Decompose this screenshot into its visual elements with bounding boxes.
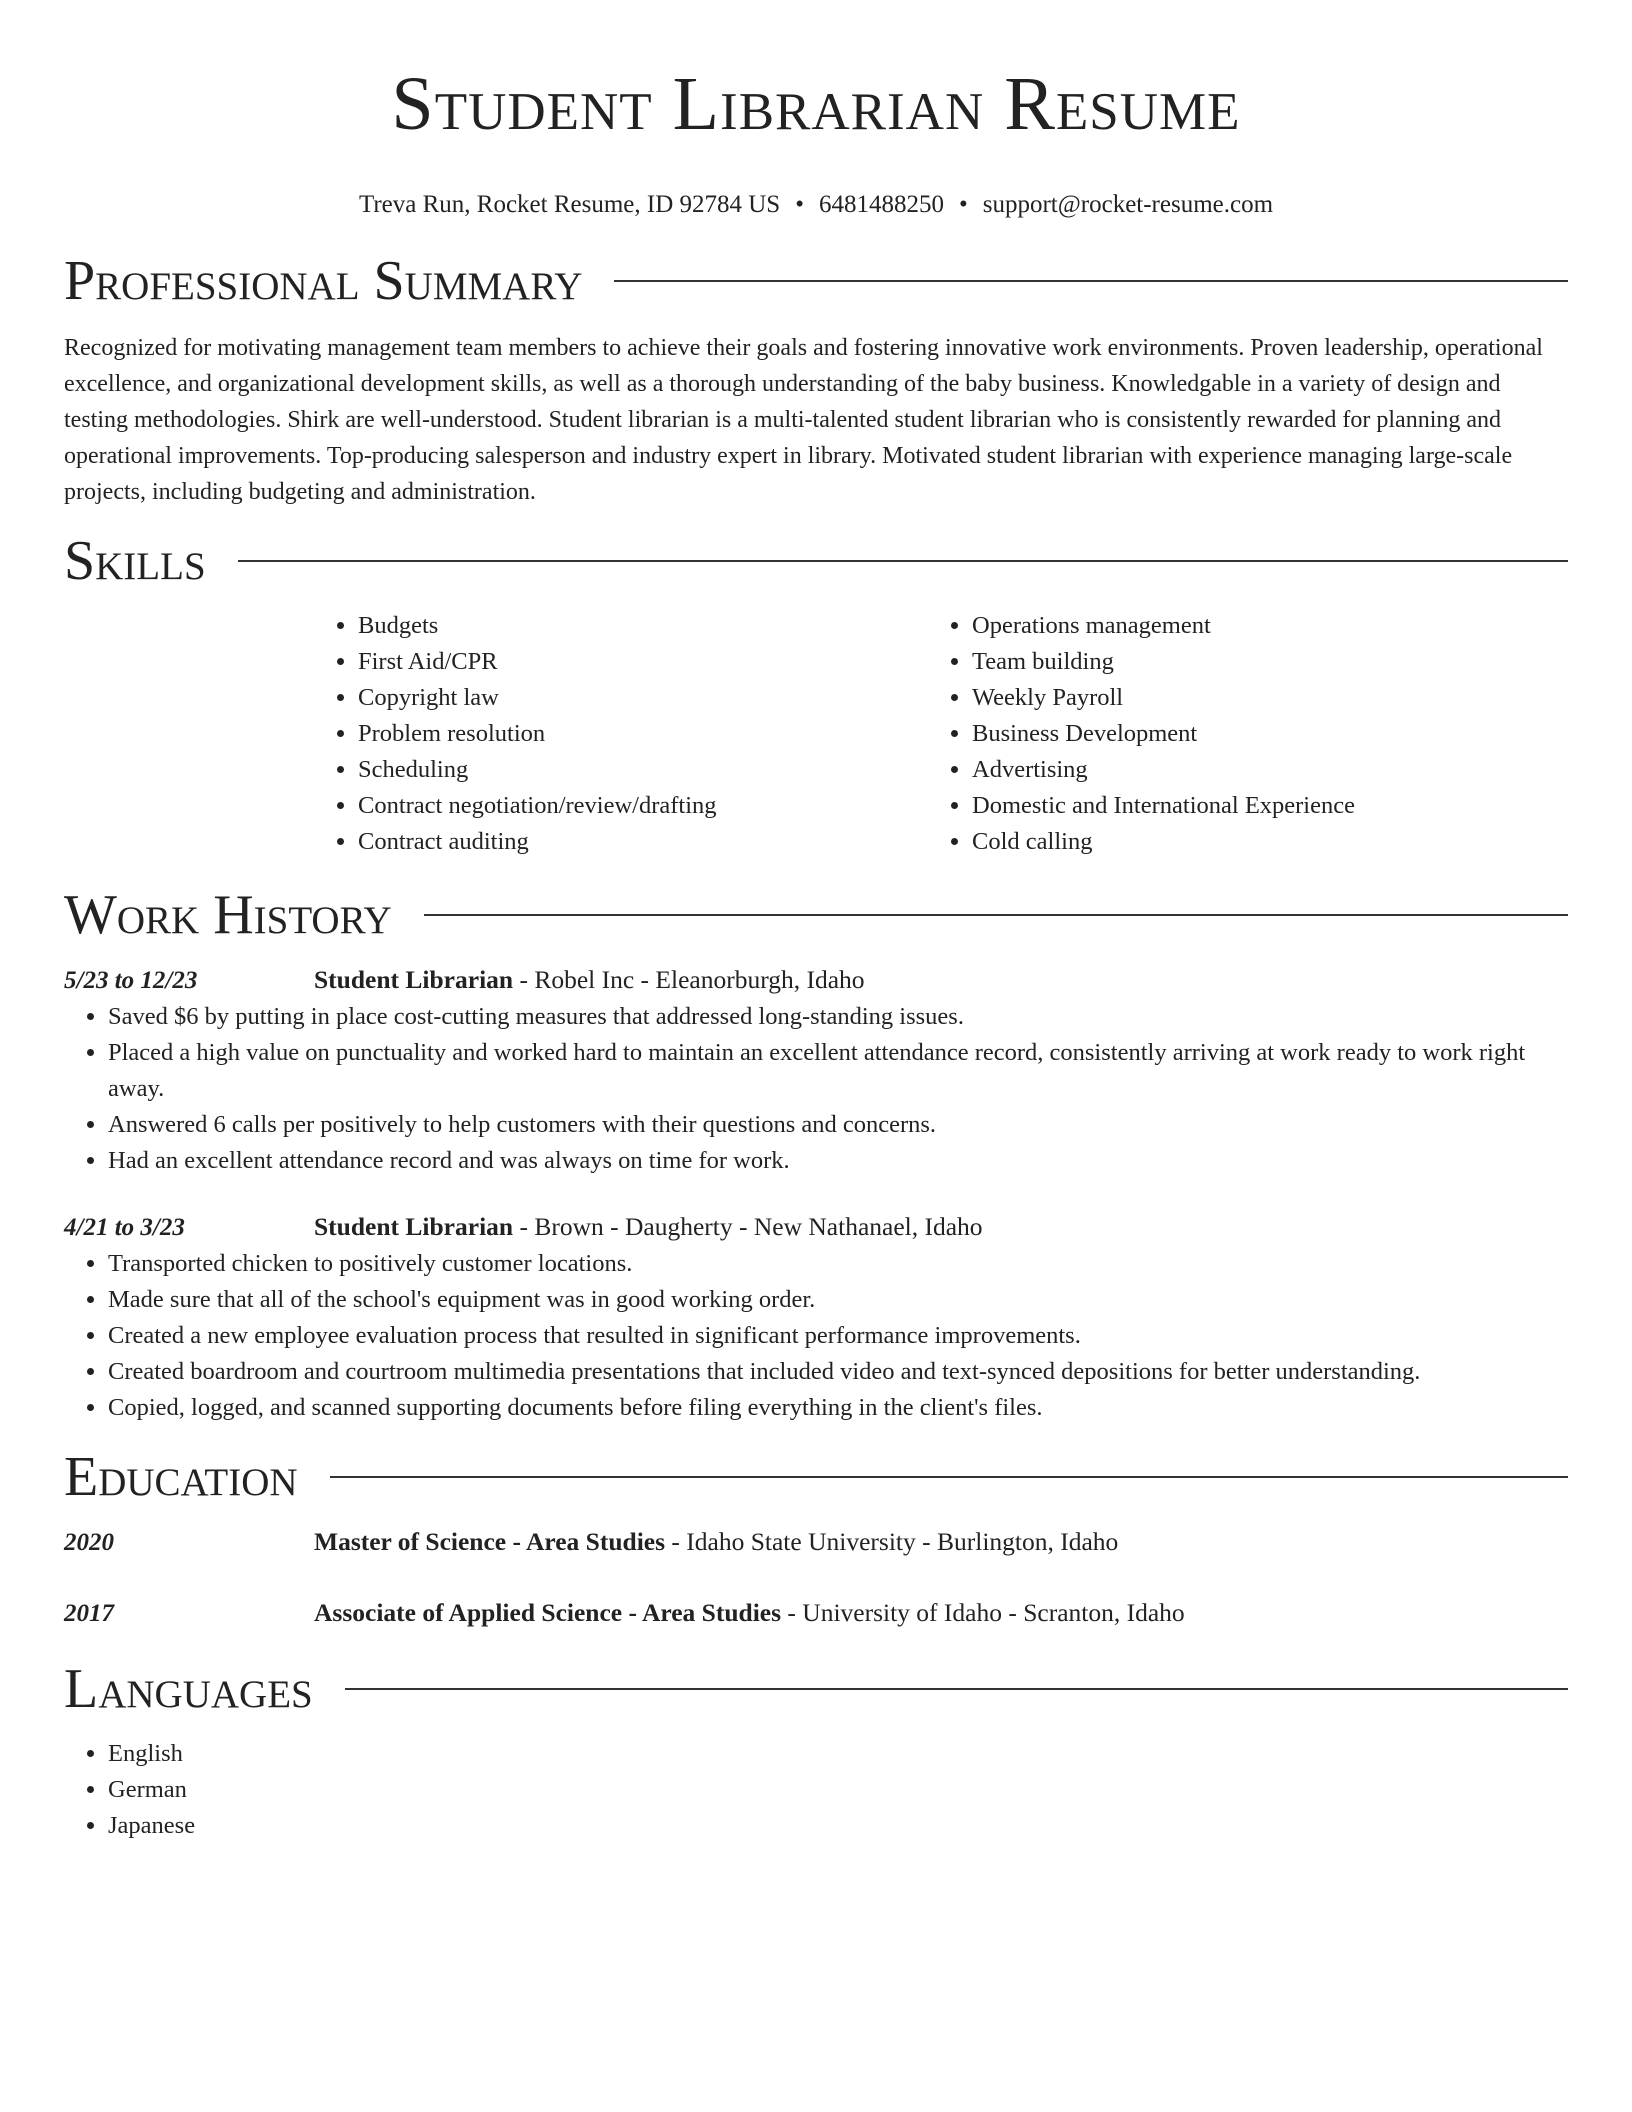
section-divider (424, 914, 1568, 916)
skill-item: • First Aid/CPR (358, 644, 928, 680)
job-bullet: • Placed a high value on punctuality and worked hard to maintain an excellent attendance record, consistently arriving at work ready to work right away. (108, 1035, 1568, 1107)
work-heading: Work History (64, 884, 392, 946)
section-divider (330, 1476, 1568, 1478)
job-company: - Brown - Daugherty - New Nathanael, Idaho (513, 1212, 983, 1241)
section-divider (614, 280, 1568, 282)
education-school: - Idaho State University - Burlington, Idaho (665, 1527, 1119, 1556)
section-divider (238, 560, 1568, 562)
summary-text: Recognized for motivating management team members to achieve their goals and fostering innovative work environments. Proven leadership, operational excellence, and organizational development skills, as well as a thorough understanding of the baby business. Knowledgable in a variety of design and testing methodologies. Shirk are well-understood. Student librarian is a multi-talented student librarian who is consistently rewarded for planning and operational improvements. Top-producing salesperson and industry expert in library. Motivated student librarian with experience managing large-scale projects, including budgeting and administration. (64, 335, 1543, 505)
job-bullet: • Transported chicken to positively customer locations. (108, 1246, 1568, 1282)
contact-separator: • (795, 191, 804, 218)
page-title: Student Librarian Resume (391, 62, 1241, 146)
education-heading: Education (64, 1446, 298, 1508)
languages-section-header (64, 1656, 1568, 1722)
job-title-line (314, 962, 865, 998)
job-bullets (64, 999, 1568, 1179)
job-bullet: • Answered 6 calls per positively to help customers with their questions and concerns. (108, 1107, 1568, 1143)
language-item: • Japanese (108, 1808, 1568, 1844)
job-bullet: • Copied, logged, and scanned supporting documents before filing everything in the client's files. (108, 1390, 1568, 1426)
skill-item: • Contract auditing (358, 824, 928, 860)
education-school: - University of Idaho - Scranton, Idaho (781, 1598, 1185, 1627)
job-bullet: • Created a new employee evaluation process that resulted in significant performance improvements. (108, 1318, 1568, 1354)
languages-list (64, 1736, 1568, 1844)
skill-item: • Contract negotiation/review/drafting (358, 788, 928, 824)
language-item: • German (108, 1772, 1568, 1808)
skill-item: • Team building (972, 644, 1542, 680)
job-role: Student Librarian (314, 1212, 514, 1241)
skills-list (314, 608, 1568, 860)
education-entry (64, 1595, 1568, 1632)
job-bullet: • Created boardroom and courtroom multimedia presentations that included video and text-synced depositions for better understanding. (108, 1354, 1568, 1390)
skill-item: • Cold calling (972, 824, 1542, 860)
job-dates: 5/23 to 12/23 (64, 967, 198, 994)
education-degree: Master of Science - Area Studies (314, 1527, 666, 1556)
skill-item: • Problem resolution (358, 716, 928, 752)
contact-phone: 6481488250 (818, 191, 944, 218)
job-role: Student Librarian (314, 965, 514, 994)
job-dates: 4/21 to 3/23 (64, 1214, 185, 1241)
education-degree: Associate of Applied Science - Area Studies (314, 1598, 782, 1627)
job-entry (64, 1209, 1568, 1426)
skills-column-left (314, 608, 928, 860)
job-bullet: • Had an excellent attendance record and was always on time for work. (108, 1143, 1568, 1179)
summary-section-header (64, 248, 1568, 314)
job-bullets (64, 1246, 1568, 1426)
contact-separator: • (958, 191, 968, 218)
skills-section-header (64, 528, 1568, 594)
skill-item: • Domestic and International Experience (972, 788, 1542, 824)
job-entry (64, 962, 1568, 1179)
education-line (314, 1524, 1118, 1560)
contact-address: Treva Run, Rocket Resume, ID 92784 US (358, 191, 781, 218)
skills-heading: Skills (64, 530, 206, 592)
education-section-header (64, 1444, 1568, 1510)
education-line (314, 1595, 1185, 1631)
summary-heading: Professional Summary (64, 250, 583, 312)
skill-item: • Scheduling (358, 752, 928, 788)
job-bullet: • Made sure that all of the school's equipment was in good working order. (108, 1282, 1568, 1318)
education-year: 2020 (64, 1529, 114, 1556)
contact-line (64, 188, 1568, 222)
skill-item: • Copyright law (358, 680, 928, 716)
section-divider (345, 1688, 1568, 1690)
contact-email: support@rocket-resume.com (982, 191, 1274, 218)
skills-column-right (928, 608, 1542, 860)
skill-item: • Operations management (972, 608, 1542, 644)
skill-item: • Budgets (358, 608, 928, 644)
education-entry (64, 1524, 1568, 1561)
skill-item: • Advertising (972, 752, 1542, 788)
languages-heading: Languages (64, 1658, 313, 1720)
language-item: • English (108, 1736, 1568, 1772)
work-section-header (64, 882, 1568, 948)
job-company: - Robel Inc - Eleanorburgh, Idaho (513, 965, 865, 994)
education-year: 2017 (64, 1600, 114, 1627)
job-title-line (314, 1209, 983, 1245)
job-bullet: • Saved $6 by putting in place cost-cutting measures that addressed long-standing issues. (108, 999, 1568, 1035)
skill-item: • Business Development (972, 716, 1542, 752)
skill-item: • Weekly Payroll (972, 680, 1542, 716)
